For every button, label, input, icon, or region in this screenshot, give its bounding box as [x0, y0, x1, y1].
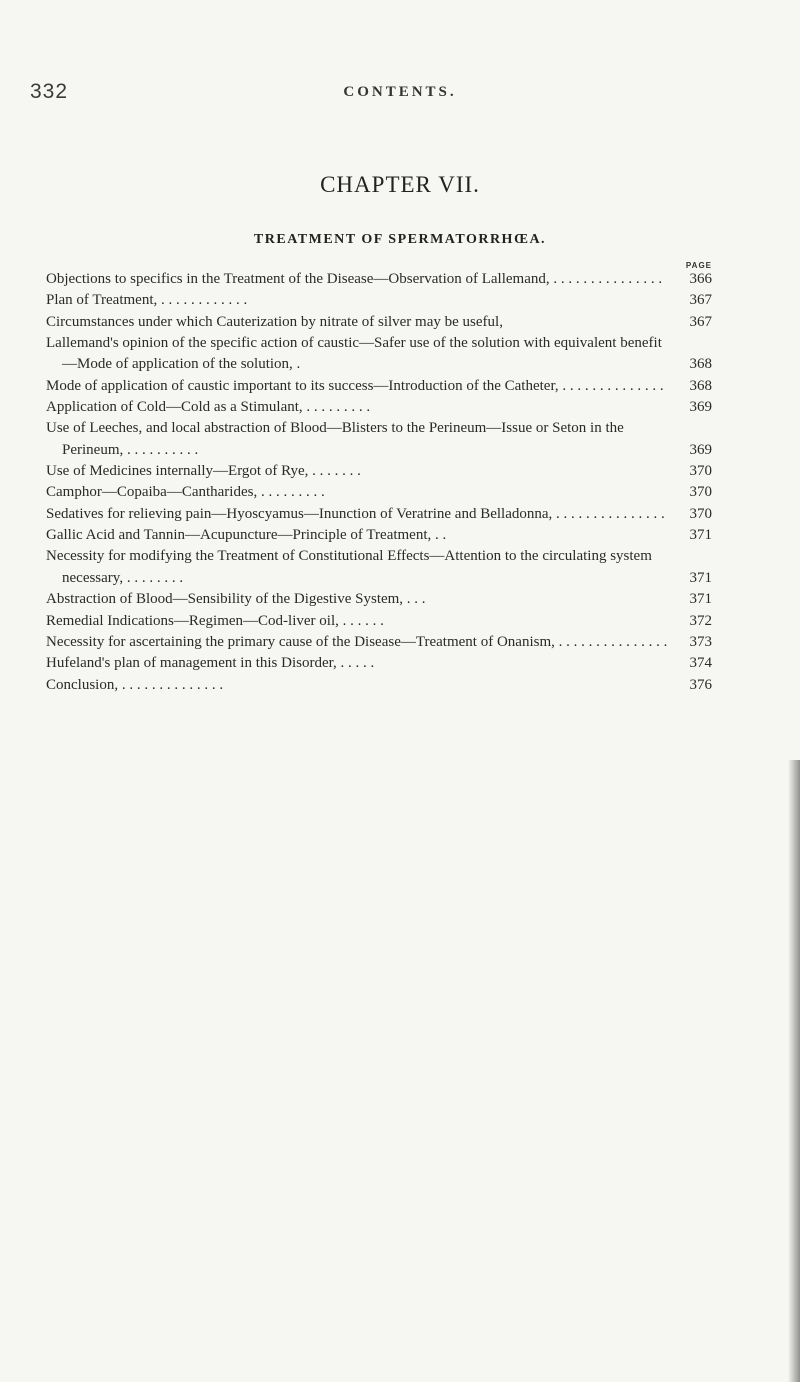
toc-entry: [46, 418, 712, 461]
toc-entry-page: 367: [689, 292, 712, 309]
running-head: CONTENTS.: [343, 84, 457, 100]
toc-entry: [46, 397, 712, 418]
toc-entry-title: Necessity for ascertaining the primary cause of the Disease—Treatment of Onanism, . . . . . . . . . . . . . . .: [46, 633, 668, 650]
toc-entry: [46, 376, 712, 397]
toc-entry: [46, 312, 712, 333]
toc-entry-page: 374: [689, 655, 712, 672]
toc-entry: [46, 632, 712, 653]
toc-entry-page: 371: [689, 591, 712, 608]
toc-entry: [46, 675, 712, 696]
toc-entry-page: 371: [689, 527, 712, 544]
toc-entry-title: Conclusion, . . . . . . . . . . . . . .: [46, 676, 224, 693]
toc-entry: [46, 504, 712, 525]
toc-entry-title: Remedial Indications—Regimen—Cod-liver oil, . . . . . .: [46, 612, 384, 629]
toc-entry: [46, 269, 712, 290]
toc-entry: [46, 290, 712, 311]
toc-entry-title: Hufeland's plan of management in this Disorder, . . . . .: [46, 655, 375, 672]
toc-entry-title: Circumstances under which Cauterization by nitrate of silver may be useful,: [46, 313, 503, 330]
toc-entry-page: 373: [689, 633, 712, 650]
toc-entry-page: 368: [689, 356, 712, 373]
toc-entry-page: 367: [689, 313, 712, 330]
toc-entry: [46, 653, 712, 674]
page-number: 332: [30, 80, 69, 103]
toc-entry-page: 370: [689, 484, 712, 501]
toc-entry-page: 371: [689, 569, 712, 586]
page-edge-shadow: [788, 760, 800, 1382]
toc-entry-page: 370: [689, 463, 712, 480]
toc-entry: [46, 589, 712, 610]
table-of-contents: [46, 269, 712, 696]
toc-entry: [46, 482, 712, 503]
toc-entry-title: Necessity for modifying the Treatment of Constitutional Effects—Attention to the circulating system necessary, . . . . . . . .: [46, 548, 652, 586]
toc-entry: [46, 333, 712, 376]
toc-entry: [46, 461, 712, 482]
toc-entry: [46, 525, 712, 546]
toc-entry-title: Sedatives for relieving pain—Hyoscyamus—Inunction of Veratrine and Belladonna, . . . . . . . . . . . . . . .: [46, 505, 665, 522]
toc-entry-page: 369: [689, 399, 712, 416]
toc-entry-page: 366: [689, 271, 712, 287]
toc-entry-title: Mode of application of caustic important to its success—Introduction of the Catheter, . . . . . . . . . . . . . .: [46, 377, 664, 394]
toc-entry-title: Abstraction of Blood—Sensibility of the Digestive System, . . .: [46, 591, 426, 608]
toc-entry-title: Objections to specifics in the Treatment of the Disease—Observation of Lallemand, . . . . . . . . . . . . . . .: [46, 271, 663, 287]
toc-entry-page: 372: [689, 612, 712, 629]
toc-entry: [46, 611, 712, 632]
toc-entry-page: 369: [689, 441, 712, 458]
page-column-label: PAGE: [685, 261, 712, 270]
chapter-title: CHAPTER VII.: [320, 172, 480, 197]
toc-entry-title: Camphor—Copaiba—Cantharides, . . . . . . . . .: [46, 484, 325, 501]
toc-entry-title: Use of Medicines internally—Ergot of Rye, . . . . . . .: [46, 463, 361, 480]
toc-entry-title: Use of Leeches, and local abstraction of Blood—Blisters to the Perineum—Issue or Seton in the Perineum, . . . . . . . . . .: [46, 420, 624, 458]
toc-entry-page: 370: [689, 505, 712, 522]
toc-entry-title: Application of Cold—Cold as a Stimulant, . . . . . . . . .: [46, 399, 371, 416]
toc-entry-page: 368: [689, 377, 712, 394]
toc-entry-title: Lallemand's opinion of the specific action of caustic—Safer use of the solution with equivalent benefit—Mode of application of the solution, .: [46, 335, 662, 373]
section-title: TREATMENT OF SPERMATORRHŒA.: [253, 232, 547, 247]
toc-entry-title: Plan of Treatment, . . . . . . . . . . . .: [46, 292, 248, 309]
toc-entry-title: Gallic Acid and Tannin—Acupuncture—Principle of Treatment, . .: [46, 527, 447, 544]
toc-entry-page: 376: [689, 676, 712, 693]
toc-entry: [46, 546, 712, 589]
